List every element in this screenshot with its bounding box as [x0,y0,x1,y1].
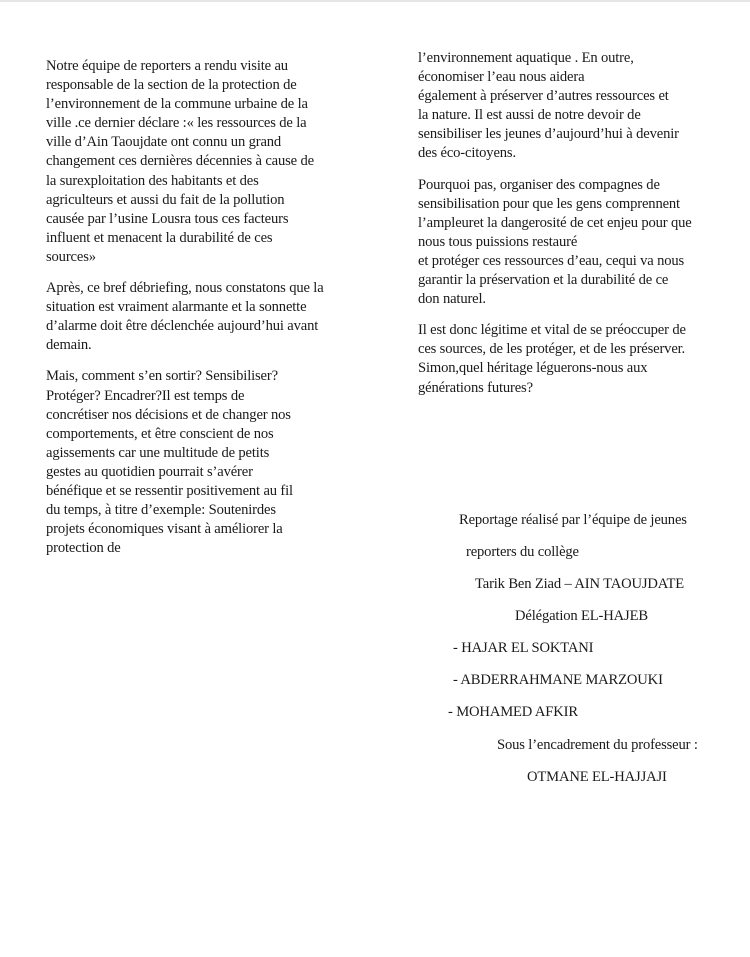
reporter-name: - MOHAMED AFKIR [448,704,578,720]
page-top-edge [0,0,750,2]
paragraph-intro-interview: Notre équipe de reporters a rendu visite au responsable de la section de la protection de l’environnement de la commune urbaine de la ville .ce dernier déclare :« les ressources de la ville d’Ain Taoujdate ont connu un grand changement ces dernières décennies à cause de la surexploitation des habitants et des agriculteurs et aussi du fait de la pollution causée par l’usine Lousra tous ces facteurs influent et menacent la durabilité de ces sources» [46,58,314,265]
teacher-name: OTMANE EL-HAJJAJI [527,769,667,785]
reporter-name: - HAJAR EL SOKTANI [453,640,594,656]
reporter-name: - ABDERRAHMANE MARZOUKI [453,672,663,688]
credit-line-2: reporters du collège [466,544,579,560]
paragraph-conclusion: Il est donc légitime et vital de se préoccuper de ces sources, de les protéger, et de les préserver. Simon,quel héritage léguerons-nous aux générations futures? [418,322,686,396]
supervision-label: Sous l’encadrement du professeur : [497,737,698,753]
left-column [46,57,381,558]
credit-line-1: Reportage réalisé par l’équipe de jeunes [459,512,687,528]
paragraph-campaigns: Pourquoi pas, organiser des compagnes de sensibilisation pour que les gens comprennent l’ampleuret la dangerosité de cet enjeu pour que nous tous puissions restauré et protéger ces ressources d’eau, cequi va nous garantir la préservation et la durabilité de ce don naturel. [418,176,692,308]
paragraph-solutions: Mais, comment s’en sortir? Sensibiliser? Protéger? Encadrer?Il est temps de concrétiser nos décisions et de changer nos comportements, et être conscient de nos agissements car une multitude de petits gestes au quotidien pourrait s’avérer bénéfique et se ressentir positivement au fil du temps, à titre d’exemple: Soutenirdes projets économiques visant à améliorer la protection de [46,368,293,557]
right-column [418,49,748,398]
school-name: Tarik Ben Ziad – AIN TAOUJDATE [475,576,685,592]
paragraph-water-saving: l’environnement aquatique . En outre, économiser l’eau nous aidera également à préserver d’autres ressources et la nature. Il est aussi de notre devoir de sensibiliser les jeunes d’aujourd’hui à devenir des éco-citoyens. [418,50,679,162]
delegation: Délégation EL-HAJEB [515,608,648,624]
paragraph-alarm: Après, ce bref débriefing, nous constatons que la situation est vraiment alarmante et la sonnette d’alarme doit être déclenchée aujourd’hui avant demain. [46,280,324,354]
